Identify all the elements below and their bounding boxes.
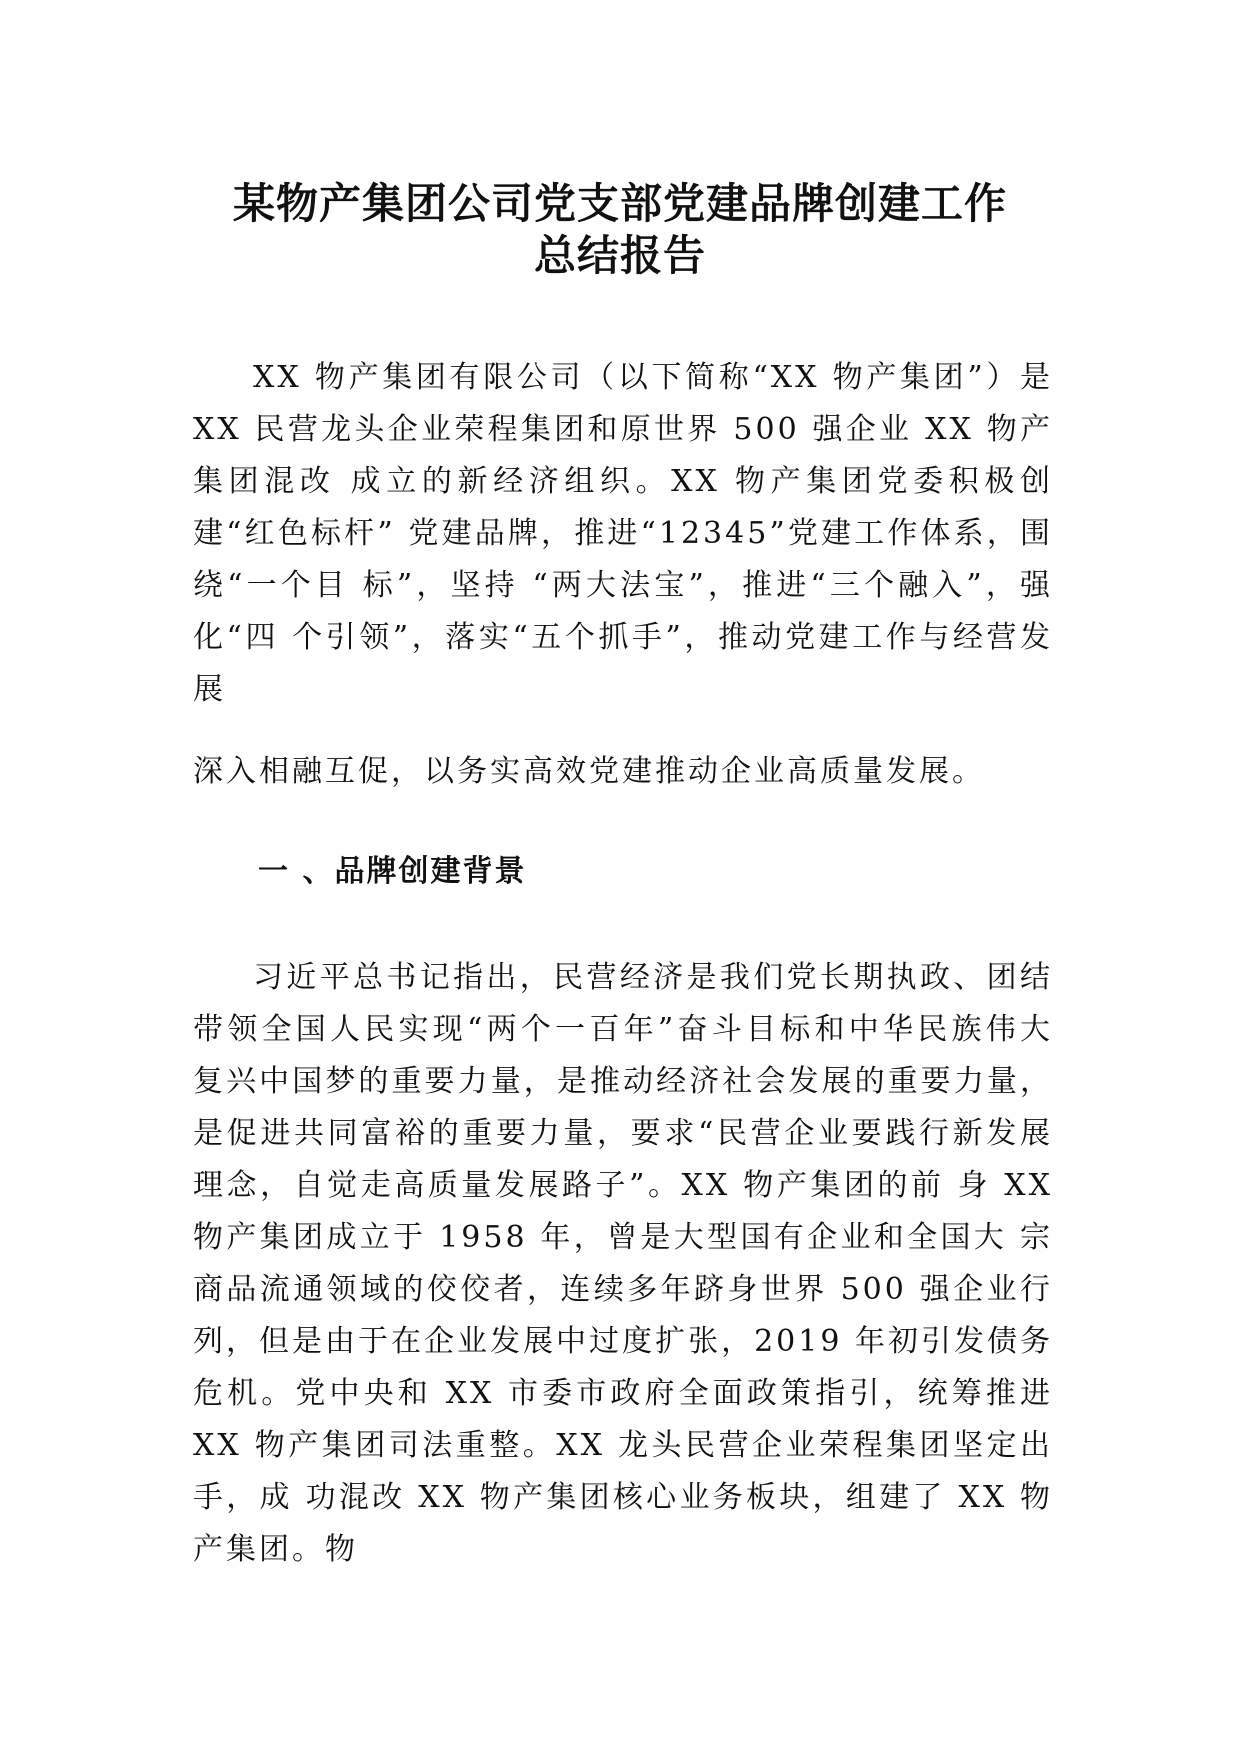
section-heading-brand-background: 一 、品牌创建背景 — [258, 854, 527, 889]
intro-paragraph-continuation: 深入相融互促，以务实高效党建推动企业高质量发展。 — [193, 754, 985, 789]
document-title-line2: 总结报告 — [533, 231, 706, 280]
document-title-line1: 某物产集团公司党支部党建品牌创建工作 — [232, 179, 1007, 228]
intro-paragraph: XX 物产集团有限公司（以下简称“XX 物产集团”）是 XX 民营龙头企业荣程集团和原世界 500 强企业 XX 物产集团混改 成立的新经济组织。XX 物产集团党委积极创建“红色标杆” 党建品牌，推进“12345”党建工作体系，围绕“一个目 标”，坚持 “两大法宝”，推进“三个融入”，强化“四 个引领”，落实“五个抓手”，推动党建工作与经营发展 — [193, 360, 1053, 707]
background-paragraph: 习近平总书记指出，民营经济是我们党长期执政、团结带领全国人民实现“两个一百年”奋斗目标和中华民族伟大复兴中国梦的重要力量，是推动经济社会发展的重要力量，是促进共同富裕的重要力量，要求“民营企业要践行新发展理念，自觉走高质量发展路子”。XX 物产集团的前 身 XX 物产集团成立于 1958 年，曾是大型国有企业和全国大 宗商品流通领域的佼佼者，连续多年跻身世界 500 强企业行 列，但是由于在企业发展中过度扩张，2019 年初引发债务 危机。党中央和 XX 市委市政府全面政策指引，统筹推进 XX 物产集团司法重整。XX 龙头民营企业荣程集团坚定出手，成 功混改 XX 物产集团核心业务板块，组建了 XX 物产集团。物 — [193, 960, 1053, 1567]
